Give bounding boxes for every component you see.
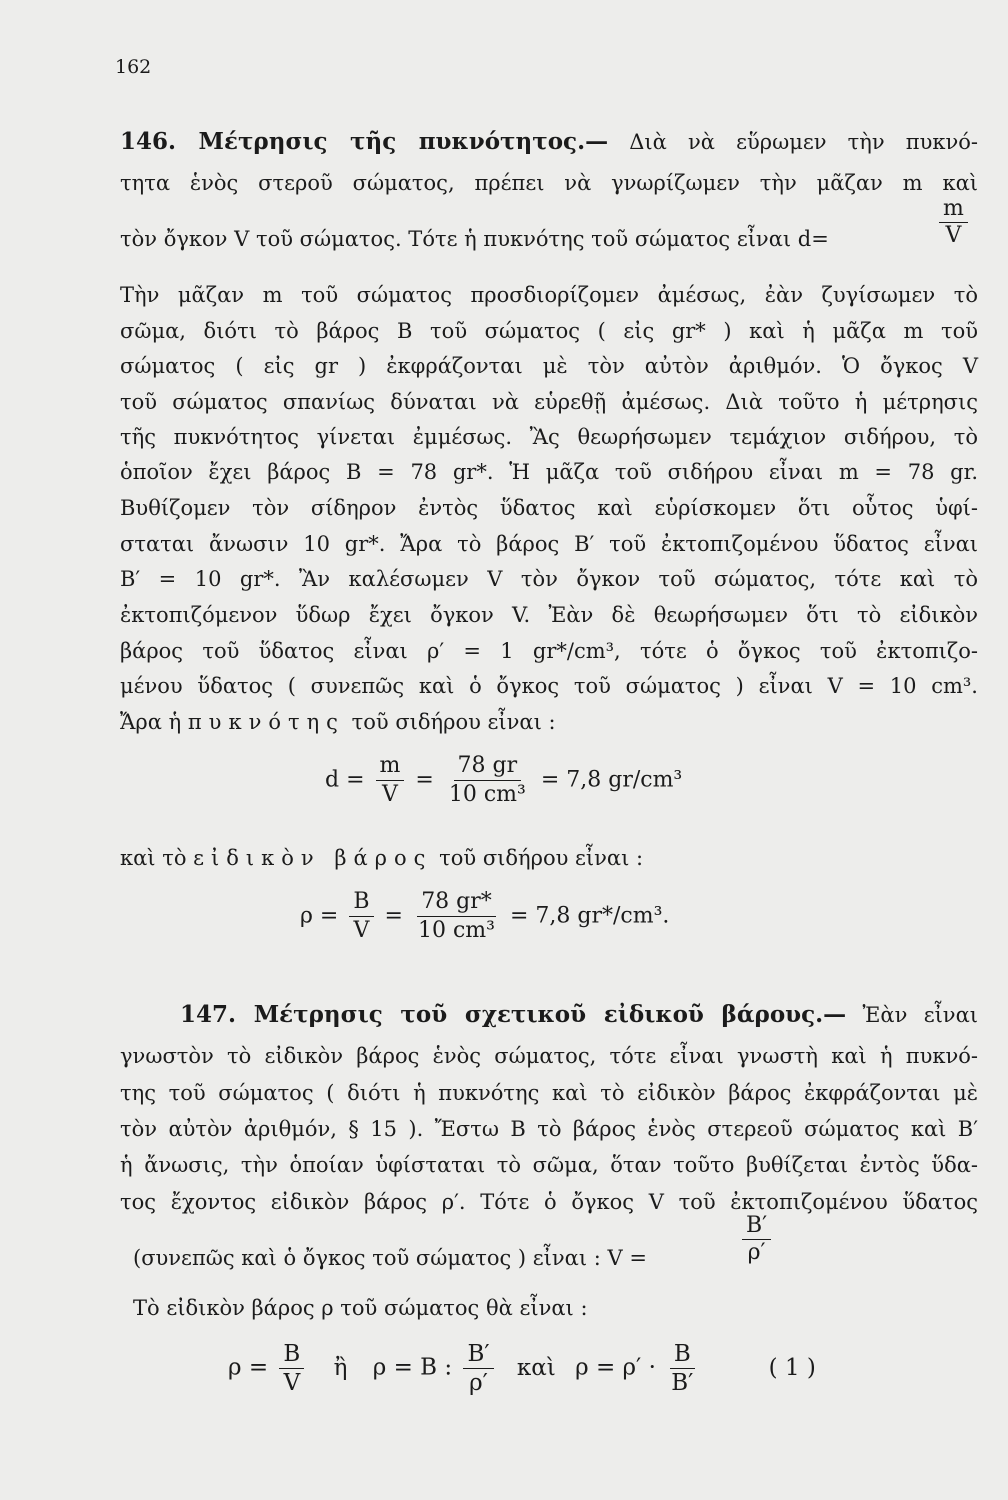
- sec146-line-3: τὸν ὄγκον V τοῦ σώματος. Τότε ἡ πυκνότης τοῦ σώματος εἶναι d=: [120, 227, 829, 251]
- eq3-or: ἢ: [333, 1354, 348, 1381]
- eq1-f2-den: 10 cm³: [448, 782, 526, 807]
- eq3-a-den: V: [283, 1370, 301, 1396]
- equation-number: ( 1 ): [768, 1354, 816, 1381]
- sec146-line-1: [120, 127, 978, 159]
- eq2-f1-den: V: [353, 918, 370, 943]
- sec146-line-16: [120, 707, 978, 739]
- eq1-equals: =: [415, 767, 434, 793]
- eq1-f1-den: V: [382, 782, 398, 807]
- sec146-line-17: [120, 843, 978, 875]
- sec147-line-8: Τὸ εἰδικὸν βάρος ρ τοῦ σώματος θὰ εἶναι :: [133, 1296, 588, 1320]
- sec146-line-14: βάρος τοῦ ὕδατος εἶναι ρ′ = 1 gr*/cm³, τότε ὁ ὄγκος τοῦ ἐκτοπιζο-: [120, 639, 978, 663]
- eq1-f1-num: m: [376, 752, 405, 781]
- sec146-line-8: τῆς πυκνότητος γίνεται ἐμμέσως. Ἂς θεωρήσωμεν τεμάχιον σιδήρου, τὸ: [120, 425, 978, 449]
- sec147-line-7: (συνεπῶς καὶ ὁ ὄγκος τοῦ σώματος ) εἶναι : V =: [133, 1246, 647, 1270]
- eq2-f2-den: 10 cm³: [417, 918, 495, 943]
- equation-specific-weight: [300, 888, 669, 945]
- eq2-equals: =: [384, 903, 403, 929]
- density-fraction-den: V: [945, 223, 962, 248]
- sec146-line-15: μένου ὕδατος ( συνεπῶς καὶ ὁ ὄγκος τοῦ σώματος ) εἶναι V = 10 cm³.: [120, 674, 978, 698]
- sec146-line-10: Βυθίζομεν τὸν σίδηρον ἐντὸς ὕδατος καὶ εὑρίσκομεν ὅτι οὗτος ὑφί-: [120, 496, 978, 520]
- sec146-line-16-a: Ἄρα ἡ: [120, 710, 188, 734]
- sec147-line-1-text: Ἐὰν εἶναι: [862, 1003, 978, 1027]
- sec147-line-3: της τοῦ σώματος ( διότι ἡ πυκνότης καὶ τὸ εἰδικὸν βάρος ἐκφράζονται μὲ: [120, 1081, 978, 1105]
- equation-1: [228, 1340, 816, 1397]
- eq1-f2-num: 78 gr: [454, 752, 522, 781]
- eq2-lhs: ρ =: [300, 903, 339, 929]
- sec146-line-4: Τὴν μᾶζαν m τοῦ σώματος προσδιορίζομεν ἀμέσως, ἐὰν ζυγίσωμεν τὸ: [120, 283, 978, 307]
- equation-density: [325, 752, 682, 809]
- eq3-b-num: B′: [463, 1340, 493, 1369]
- sec147-line-5: ἡ ἄνωσις, τὴν ὁποίαν ὑφίσταται τὸ σῶμα, ὅταν τοῦτο βυθίζεται ἐντὸς ὕδα-: [120, 1153, 978, 1177]
- eq3-c-den: B′: [671, 1370, 694, 1396]
- volume-fraction-num: B′: [742, 1213, 771, 1240]
- eq3-c-lhs: ρ = ρ′ ·: [575, 1354, 656, 1381]
- eq2-f2-num: 78 gr*: [417, 888, 496, 917]
- density-fraction: [935, 196, 972, 249]
- sec146-line-17-a: καὶ τὸ: [120, 846, 194, 870]
- sec147-heading: 147. Μέτρησις τοῦ σχετικοῦ εἰδικοῦ βάρους.—: [180, 1001, 847, 1028]
- volume-fraction-den: ρ′: [747, 1240, 766, 1265]
- sec147-line-2: γνωστὸν τὸ εἰδικὸν βάρος ἑνὸς σώματος, τότε εἶναι γνωστὴ καὶ ἡ πυκνό-: [120, 1044, 978, 1068]
- sec146-line-7: τοῦ σώματος σπανίως δύναται νὰ εὑρεθῇ ἀμέσως. Διὰ τοῦτο ἡ μέτρησις: [120, 390, 978, 414]
- eq3-and: καὶ: [516, 1354, 556, 1381]
- sec146-line-5: σῶμα, διότι τὸ βάρος B τοῦ σώματος ( εἰς gr* ) καὶ ἡ μᾶζα m τοῦ: [120, 319, 978, 343]
- eq2-rhs: = 7,8 gr*/cm³.: [509, 903, 670, 929]
- eq1-rhs: = 7,8 gr/cm³: [540, 767, 683, 793]
- sec146-line-17-b: τοῦ σιδήρου εἶναι :: [432, 846, 644, 870]
- eq1-lhs: d =: [325, 767, 365, 793]
- sec146-line-16-b: τοῦ σιδήρου εἶναι :: [344, 710, 556, 734]
- sec147-line-6: τος ἔχοντος εἰδικὸν βάρος ρ′. Τότε ὁ ὄγκος V τοῦ ἐκτοπιζομένου ὕδατος: [120, 1190, 978, 1214]
- page-number: 162: [115, 56, 152, 78]
- sec146-line-9: ὁποῖον ἔχει βάρος B = 78 gr*. Ἡ μᾶζα τοῦ σιδήρου εἶναι m = 78 gr.: [120, 460, 978, 484]
- eq3-b-lhs: ρ = B :: [372, 1354, 453, 1381]
- sec146-line-11: σταται ἄνωσιν 10 gr*. Ἄρα τὸ βάρος B′ τοῦ ἐκτοπιζομένου ὕδατος εἶναι: [120, 532, 978, 556]
- eq3-b-den: ρ′: [469, 1370, 488, 1396]
- density-fraction-num: m: [939, 196, 968, 223]
- sec147-line-4: τὸν αὐτὸν ἀριθμόν, § 15 ). Ἔστω B τὸ βάρος ἑνὸς στερεοῦ σώματος καὶ B′: [120, 1117, 978, 1141]
- density-term: πυκνότης: [187, 710, 345, 734]
- sec146-line-12: B′ = 10 gr*. Ἂν καλέσωμεν V τὸν ὄγκον τοῦ σώματος, τότε καὶ τὸ: [120, 567, 978, 591]
- sec146-line-6: σώματος ( εἰς gr ) ἐκφράζονται μὲ τὸν αὐτὸν ἀριθμόν. Ὁ ὄγκος V: [120, 354, 978, 378]
- eq3-c-num: B: [670, 1340, 695, 1369]
- sec147-line-1: [120, 1000, 978, 1032]
- eq2-f1-num: B: [349, 888, 373, 917]
- specific-weight-term: εἰδικὸν βάρος: [193, 846, 433, 870]
- sec146-line-13: ἐκτοπιζόμενον ὕδωρ ἔχει ὄγκον V. Ἐὰν δὲ θεωρήσωμεν ὅτι τὸ εἰδικὸν: [120, 603, 978, 627]
- eq3-a-lhs: ρ =: [228, 1354, 269, 1381]
- sec146-heading: 146. Μέτρησις τῆς πυκνότητος.—: [120, 128, 609, 155]
- sec146-line-1-text: Διὰ νὰ εὕρωμεν τὴν πυκνό-: [629, 130, 978, 154]
- sec146-line-2: τητα ἑνὸς στεροῦ σώματος, πρέπει νὰ γνωρίζωμεν τὴν μᾶζαν m καὶ: [120, 171, 978, 195]
- eq3-a-num: B: [279, 1340, 304, 1369]
- volume-fraction: [738, 1213, 775, 1266]
